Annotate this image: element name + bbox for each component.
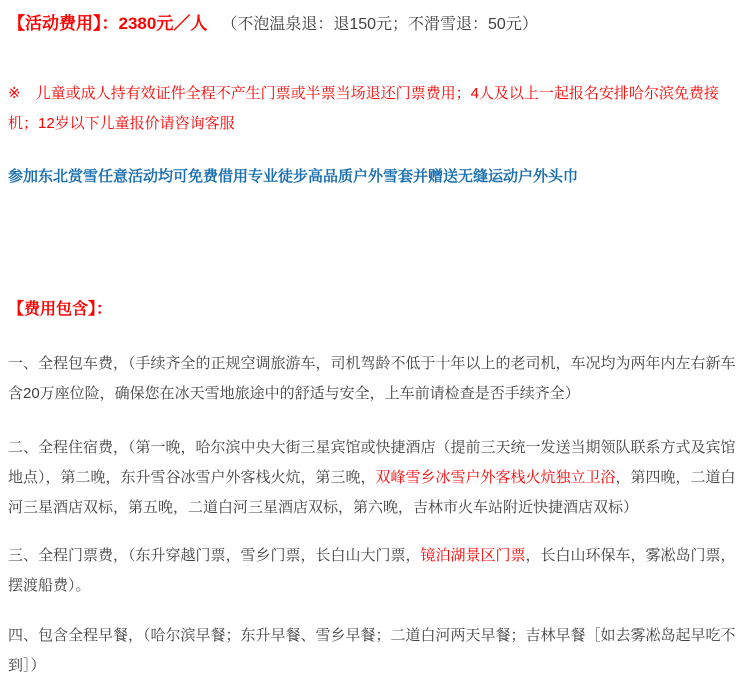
fee-item-tickets-text-2: ，长白山环保车，雾凇岛门票，摆渡船费）。 <box>8 547 736 594</box>
activity-fee-price: 2380元／人 <box>118 14 208 33</box>
fee-item-lodging-text-2: ，第四晚，二道白河三星酒店双标，第五晚，二道白河三星酒店双标，第六晚，吉林市火车站附近快捷酒店双标） <box>8 469 736 516</box>
fee-item-tickets-text-1: 三、全程门票费，（东升穿越门票，雪乡门票，长白山大门票， <box>8 547 421 564</box>
fee-item-charter-bus: 一、全程包车费，（手续齐全的正规空调旅游车，司机驾龄不低于十年以上的老司机，车况均为两年内左右新车含20万座位险，确保您在冰天雪地旅途中的舒适与安全，上车前请检查是否手续齐全） <box>8 355 736 402</box>
fee-item-lodging <box>8 433 738 523</box>
children-policy-note: ※ 儿童或成人持有效证件全程不产生门票或半票当场退还门票费用；4人及以上一起报名安排哈尔滨免费接机；12岁以下儿童报价请咨询客服 <box>8 85 719 132</box>
fee-item-tickets-highlight: 镜泊湖景区门票 <box>420 547 526 564</box>
activity-fee-line <box>8 12 738 37</box>
refund-note: （不泡温泉退：退150元；不滑雪退：50元） <box>221 16 538 33</box>
fee-item-breakfast: 四、包含全程早餐，（哈尔滨早餐；东升早餐、雪乡早餐；二道白河两天早餐；吉林早餐［如去雾凇岛起早吃不到］） <box>8 627 736 674</box>
fee-item-lodging-text-1: 二、全程住宿费，（第一晚，哈尔滨中央大街三星宾馆或快捷酒店（提前三天统一发送当期领队联系方式及宾馆地点），第二晚，东升雪谷冰雪户外客栈火炕，第三晚， <box>8 439 736 486</box>
fee-includes-heading: 【费用包含】： <box>8 301 113 318</box>
activity-fee-label: 【活动费用】： <box>8 14 119 33</box>
fee-item-tickets <box>8 541 738 601</box>
fee-item-lodging-highlight: 双峰雪乡冰雪户外客栈火炕独立卫浴 <box>375 469 616 486</box>
free-gear-notice: 参加东北赏雪任意活动均可免费借用专业徒步高品质户外雪套并赠送无缝运动户外头巾 <box>8 168 579 185</box>
